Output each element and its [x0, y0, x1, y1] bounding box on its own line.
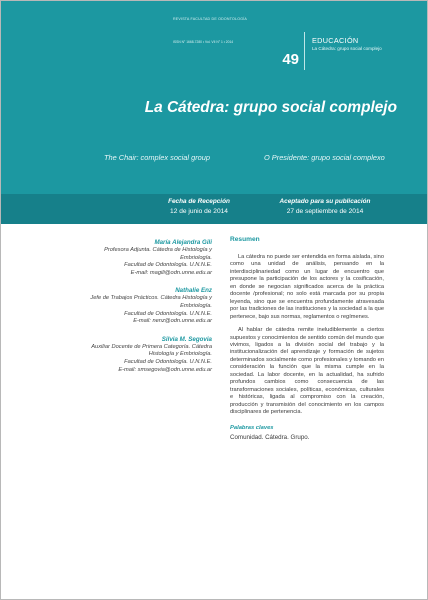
dates-band: [1, 194, 427, 224]
author-affiliation: Profesora Adjunta. Cátedra de Histología y: [104, 247, 212, 253]
author-affiliation: Jefe de Trabajos Prácticos. Cátedra Histología y: [90, 295, 212, 302]
header-divider: [304, 32, 305, 70]
received-date: 12 de junio de 2014: [170, 208, 228, 215]
author-affiliation: Embriología.: [180, 254, 212, 261]
author-name: Nathalie Enz: [175, 287, 212, 295]
author-email: E-mail: smsegovia@odn.unne.edu.ar: [118, 366, 212, 373]
article-title: La Cátedra: grupo social complejo: [144, 99, 397, 116]
authors-column: [89, 239, 212, 384]
author-affiliation: Facultad de Odontología. U.N.N.E.: [124, 262, 212, 269]
section-subtitle: La Cátedra: grupo social complejo: [312, 46, 382, 51]
journal-name: REVISTA FACULTAD DE ODONTOLOGÍA: [173, 17, 248, 21]
author-block: [89, 287, 212, 325]
author-affiliation: Auxiliar Docente de Primera Categoría. Cátedra: [91, 343, 212, 350]
article-title-portuguese: O Presidente: grupo social complexo: [264, 153, 385, 162]
keywords-heading: Palabras claves: [230, 424, 274, 431]
author-name: Silvia M. Segovia: [161, 335, 212, 343]
author-affiliation: Histología y Embriología.: [148, 351, 212, 358]
author-email: E-mail: nenz@odn.unne.edu.ar: [133, 318, 212, 325]
abstract-paragraph: La cátedra no puede ser entendida en forma aislada, sino como una unidad de análisis, pensando en la interdisciplinariedad como un lugar de encuentro que presupone la participación de los actores y la cosificación, en donde se negocian significados acerca de la práctica docente /profesional; no solo está marcada por su propia leyenda, sino que se encuentra profundamente atravesada por las tradiciones de las instituciones y la sociedad a la que pertenece, bajo sus normas, reglamentos o regímenes.: [230, 254, 384, 320]
issn-line: ISSN N° 1668-7280 • Vol. VII N° 1 • 2014: [173, 40, 234, 44]
accepted-date: 27 de septiembre de 2014: [286, 208, 364, 215]
abstract-column: [230, 236, 384, 441]
author-name: María Alejandra Gili: [154, 239, 212, 246]
received-label: Fecha de Recepción: [168, 198, 230, 205]
author-block: [89, 239, 212, 277]
abstract-paragraph: Al hablar de cátedra remite ineludiblemente a ciertos supuestos y conocimientos de sentido común del mundo que vivimos, ligados a la división social del trabajo y la institucionalización del aprendizaje y formación de sujetos determinados socialmente como profesionales y tomando en consideración la función que la misma cumple en la sociedad. La labor docente, en la actualidad, ha sufrido profundos cambios como consecuencia de las transformaciones sociales, políticas, económicas, culturales e históricas, ligada al compromiso con la creación, producción y transmisión del conocimiento en los campos disciplinares de pertenencia.: [230, 327, 384, 416]
keywords-text: Comunidad. Cátedra. Grupo.: [230, 433, 310, 441]
header-band: [1, 1, 427, 194]
author-affiliation: Facultad de Odontología. U.N.N.E.: [124, 358, 212, 365]
article-title-english: The Chair: complex social group: [104, 153, 210, 162]
accepted-label: Aceptado para su publicación: [279, 198, 371, 205]
author-block: [89, 336, 212, 374]
issue-number: 49: [282, 51, 299, 68]
section-name: EDUCACIÓN: [312, 36, 359, 45]
author-email: E-mail: magili@odn.unne.edu.ar: [130, 269, 212, 276]
author-affiliation: Embriología.: [180, 302, 212, 309]
abstract-heading: Resumen: [230, 236, 260, 243]
author-affiliation: Facultad de Odontología. U.N.N.E.: [124, 310, 212, 317]
